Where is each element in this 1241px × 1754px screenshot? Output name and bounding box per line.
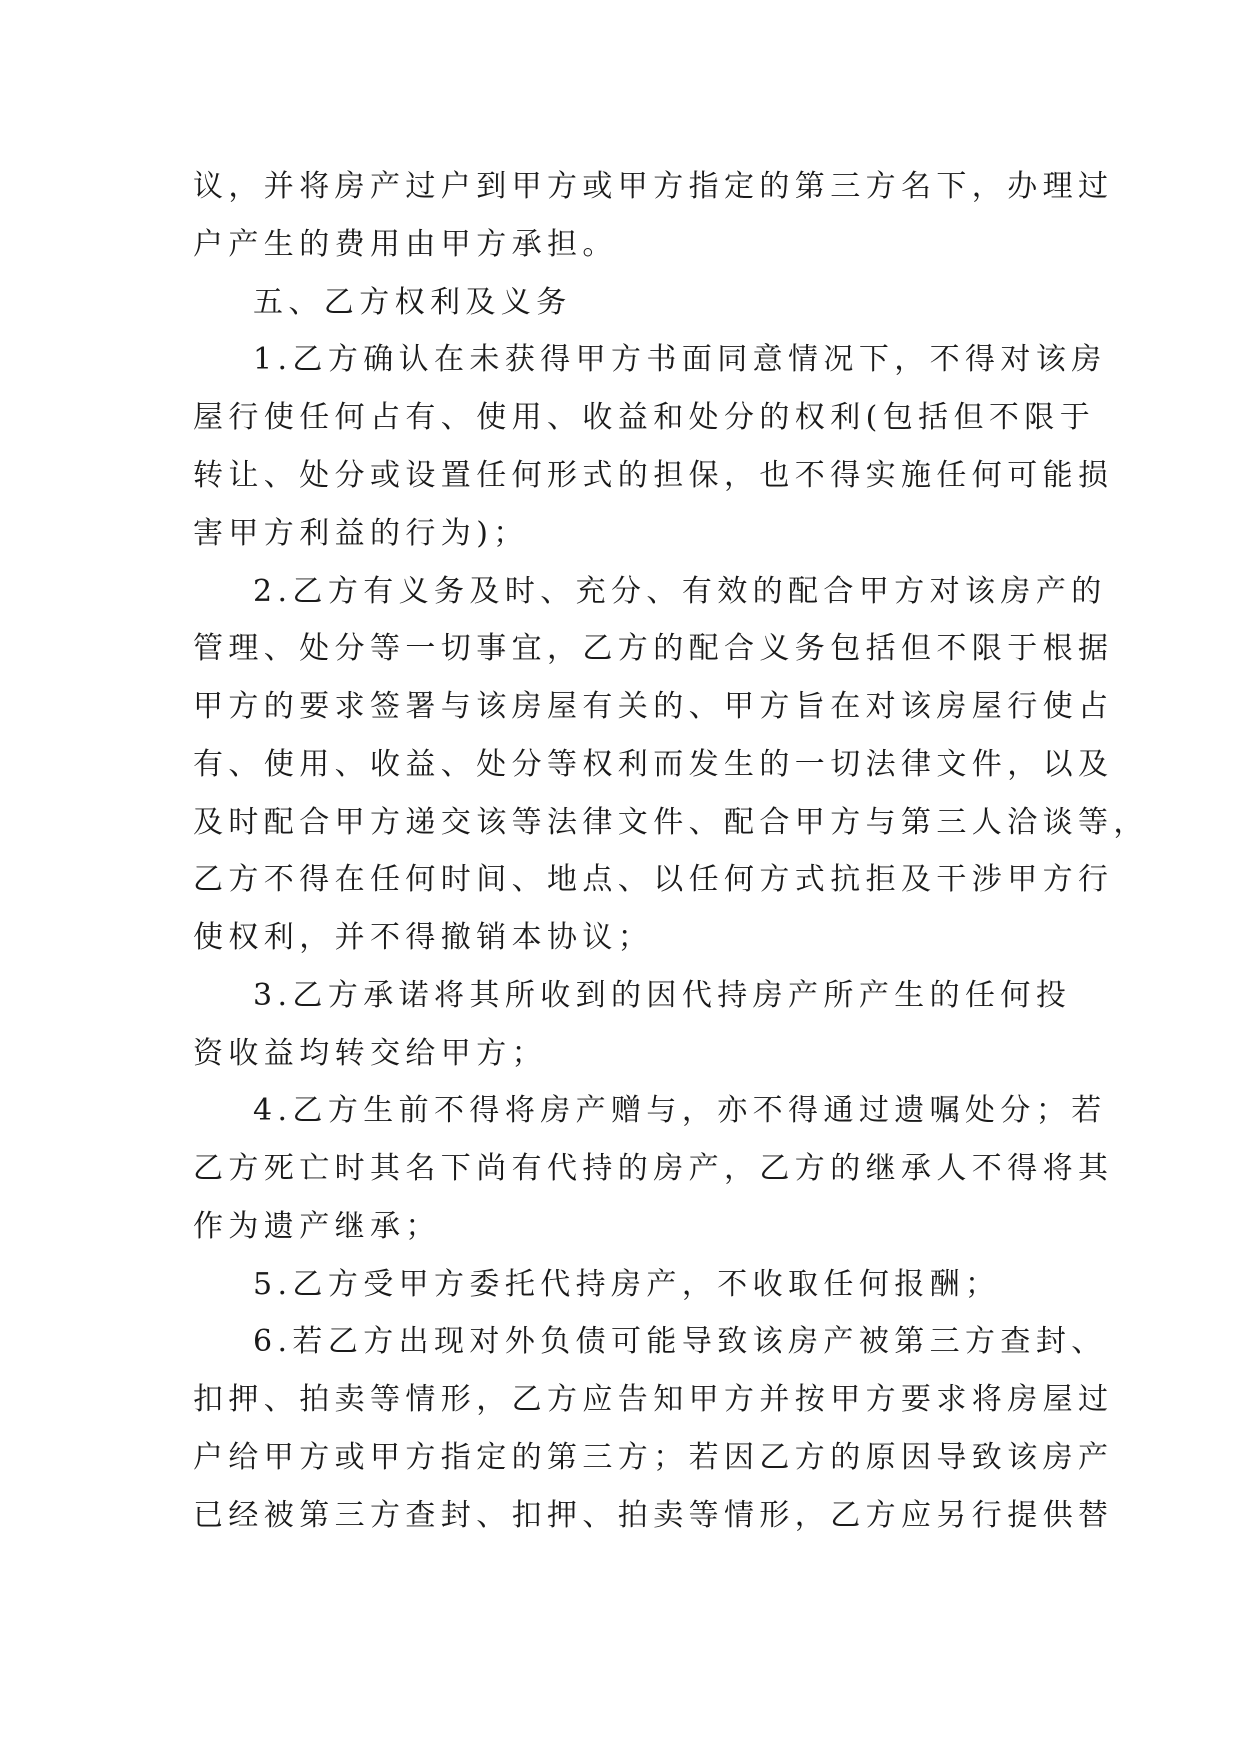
clause-2-line-1: 2.乙方有义务及时、充分、有效的配合甲方对该房产的 (253, 574, 1107, 609)
clause-5-line-1: 5.乙方受甲方委托代持房产，不收取任何报酬； (253, 1267, 1001, 1302)
clause-1-line-4: 害甲方利益的行为)； (193, 516, 529, 551)
clause-3-line-2: 资收益均转交给甲方； (193, 1036, 547, 1071)
clause-2-line-7: 使权利，并不得撤销本协议； (193, 920, 654, 955)
clause-1-line-3: 转让、处分或设置任何形式的担保，也不得实施任何可能损 (193, 458, 1114, 493)
clause-4-line-2: 乙方死亡时其名下尚有代持的房产，乙方的继承人不得将其 (193, 1151, 1114, 1186)
clause-2-line-5: 及时配合甲方递交该等法律文件、配合甲方与第三人洽谈等， (193, 805, 1149, 840)
clause-2-line-2: 管理、处分等一切事宜，乙方的配合义务包括但不限于根据 (193, 631, 1114, 666)
clause-2-line-4: 有、使用、收益、处分等权利而发生的一切法律文件，以及 (193, 747, 1114, 782)
text-line-2: 户产生的费用由甲方承担。 (193, 227, 618, 262)
clause-6-line-3: 户给甲方或甲方指定的第三方；若因乙方的原因导致该房产 (193, 1440, 1114, 1475)
clause-2-line-3: 甲方的要求签署与该房屋有关的、甲方旨在对该房屋行使占 (193, 689, 1114, 724)
clause-4-line-1: 4.乙方生前不得将房产赠与，亦不得通过遗嘱处分；若 (253, 1093, 1107, 1128)
clause-1-line-2: 屋行使任何占有、使用、收益和处分的权利(包括但不限于 (193, 400, 1096, 435)
section-heading: 五、乙方权利及义务 (253, 285, 572, 320)
clause-4-line-3: 作为遗产继承； (193, 1209, 441, 1244)
text-line-1: 议，并将房产过户到甲方或甲方指定的第三方名下，办理过 (193, 169, 1114, 204)
clause-6-line-1: 6.若乙方出现对外负债可能导致该房产被第三方查封、 (253, 1324, 1107, 1359)
clause-1-line-1: 1.乙方确认在未获得甲方书面同意情况下，不得对该房 (253, 342, 1107, 377)
clause-6-line-4: 已经被第三方查封、扣押、拍卖等情形，乙方应另行提供替 (193, 1498, 1114, 1533)
clause-2-line-6: 乙方不得在任何时间、地点、以任何方式抗拒及干涉甲方行 (193, 862, 1114, 897)
clause-3-line-1: 3.乙方承诺将其所收到的因代持房产所产生的任何投 (253, 978, 1072, 1013)
clause-6-line-2: 扣押、拍卖等情形，乙方应告知甲方并按甲方要求将房屋过 (193, 1382, 1114, 1417)
